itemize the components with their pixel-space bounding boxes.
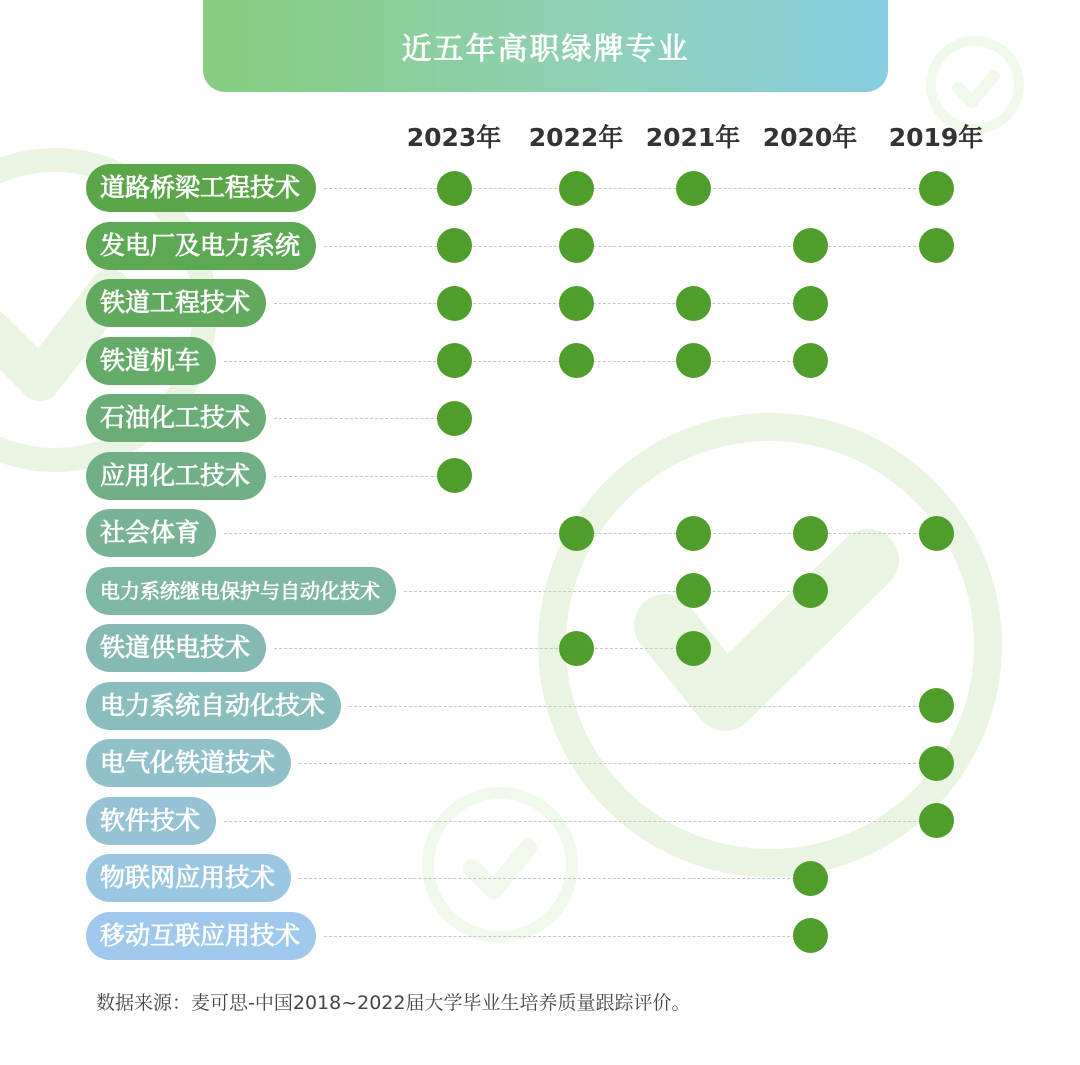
green-card-dot xyxy=(559,228,594,263)
green-card-dot xyxy=(793,516,828,551)
green-card-dot xyxy=(919,746,954,781)
major-label: 应用化工技术 xyxy=(86,452,266,500)
green-card-dot xyxy=(676,171,711,206)
green-card-dot xyxy=(437,343,472,378)
major-label: 道路桥梁工程技术 xyxy=(86,164,316,212)
row-guide-line xyxy=(324,246,936,247)
major-label: 移动互联应用技术 xyxy=(86,912,316,960)
green-card-dot xyxy=(793,918,828,953)
green-card-dot xyxy=(676,573,711,608)
green-card-dot xyxy=(919,688,954,723)
green-card-dot xyxy=(793,286,828,321)
row-guide-line xyxy=(324,188,936,189)
major-label: 社会体育 xyxy=(86,509,216,557)
major-label: 铁道供电技术 xyxy=(86,624,266,672)
row-guide-line xyxy=(324,936,810,937)
green-card-dot xyxy=(559,171,594,206)
major-label: 铁道工程技术 xyxy=(86,279,266,327)
year-header: 2022年 xyxy=(528,123,624,152)
green-card-dot xyxy=(559,286,594,321)
row-guide-line xyxy=(274,648,693,649)
row-guide-line xyxy=(404,591,810,592)
green-card-dot xyxy=(559,516,594,551)
row-guide-line xyxy=(349,706,936,707)
green-card-dot xyxy=(559,343,594,378)
major-label: 电力系统自动化技术 xyxy=(86,682,341,730)
green-card-dot xyxy=(793,228,828,263)
year-header: 2023年 xyxy=(406,123,502,152)
chart-title: 近五年高职绿牌专业 xyxy=(401,32,690,67)
green-card-dot xyxy=(919,803,954,838)
major-label: 发电厂及电力系统 xyxy=(86,222,316,270)
row-guide-line xyxy=(274,418,454,419)
green-card-dot xyxy=(919,516,954,551)
major-label: 软件技术 xyxy=(86,797,216,845)
title-banner xyxy=(203,0,888,92)
green-card-dot xyxy=(437,228,472,263)
green-card-dot xyxy=(919,228,954,263)
row-guide-line xyxy=(274,476,454,477)
year-header: 2019年 xyxy=(888,123,984,152)
green-card-dot xyxy=(793,343,828,378)
green-card-dot xyxy=(793,861,828,896)
year-header: 2021年 xyxy=(645,123,741,152)
row-guide-line xyxy=(224,821,936,822)
green-card-dot xyxy=(676,343,711,378)
green-card-dot xyxy=(437,286,472,321)
row-guide-line xyxy=(299,763,936,764)
green-card-dot xyxy=(919,171,954,206)
year-header: 2020年 xyxy=(762,123,858,152)
major-label: 铁道机车 xyxy=(86,337,216,385)
row-guide-line xyxy=(299,878,810,879)
green-card-dot xyxy=(559,631,594,666)
row-guide-line xyxy=(224,361,810,362)
green-card-dot xyxy=(676,286,711,321)
major-label: 电力系统继电保护与自动化技术 xyxy=(86,567,396,615)
major-label: 物联网应用技术 xyxy=(86,854,291,902)
major-label: 石油化工技术 xyxy=(86,394,266,442)
green-card-dot xyxy=(437,458,472,493)
green-card-dot xyxy=(676,631,711,666)
green-card-dot xyxy=(793,573,828,608)
row-guide-line xyxy=(274,303,810,304)
green-card-dot xyxy=(676,516,711,551)
green-card-dot xyxy=(437,401,472,436)
data-source-note: 数据来源：麦可思-中国2018~2022届大学毕业生培养质量跟踪评价。 xyxy=(96,992,691,1014)
major-label: 电气化铁道技术 xyxy=(86,739,291,787)
green-card-dot xyxy=(437,171,472,206)
